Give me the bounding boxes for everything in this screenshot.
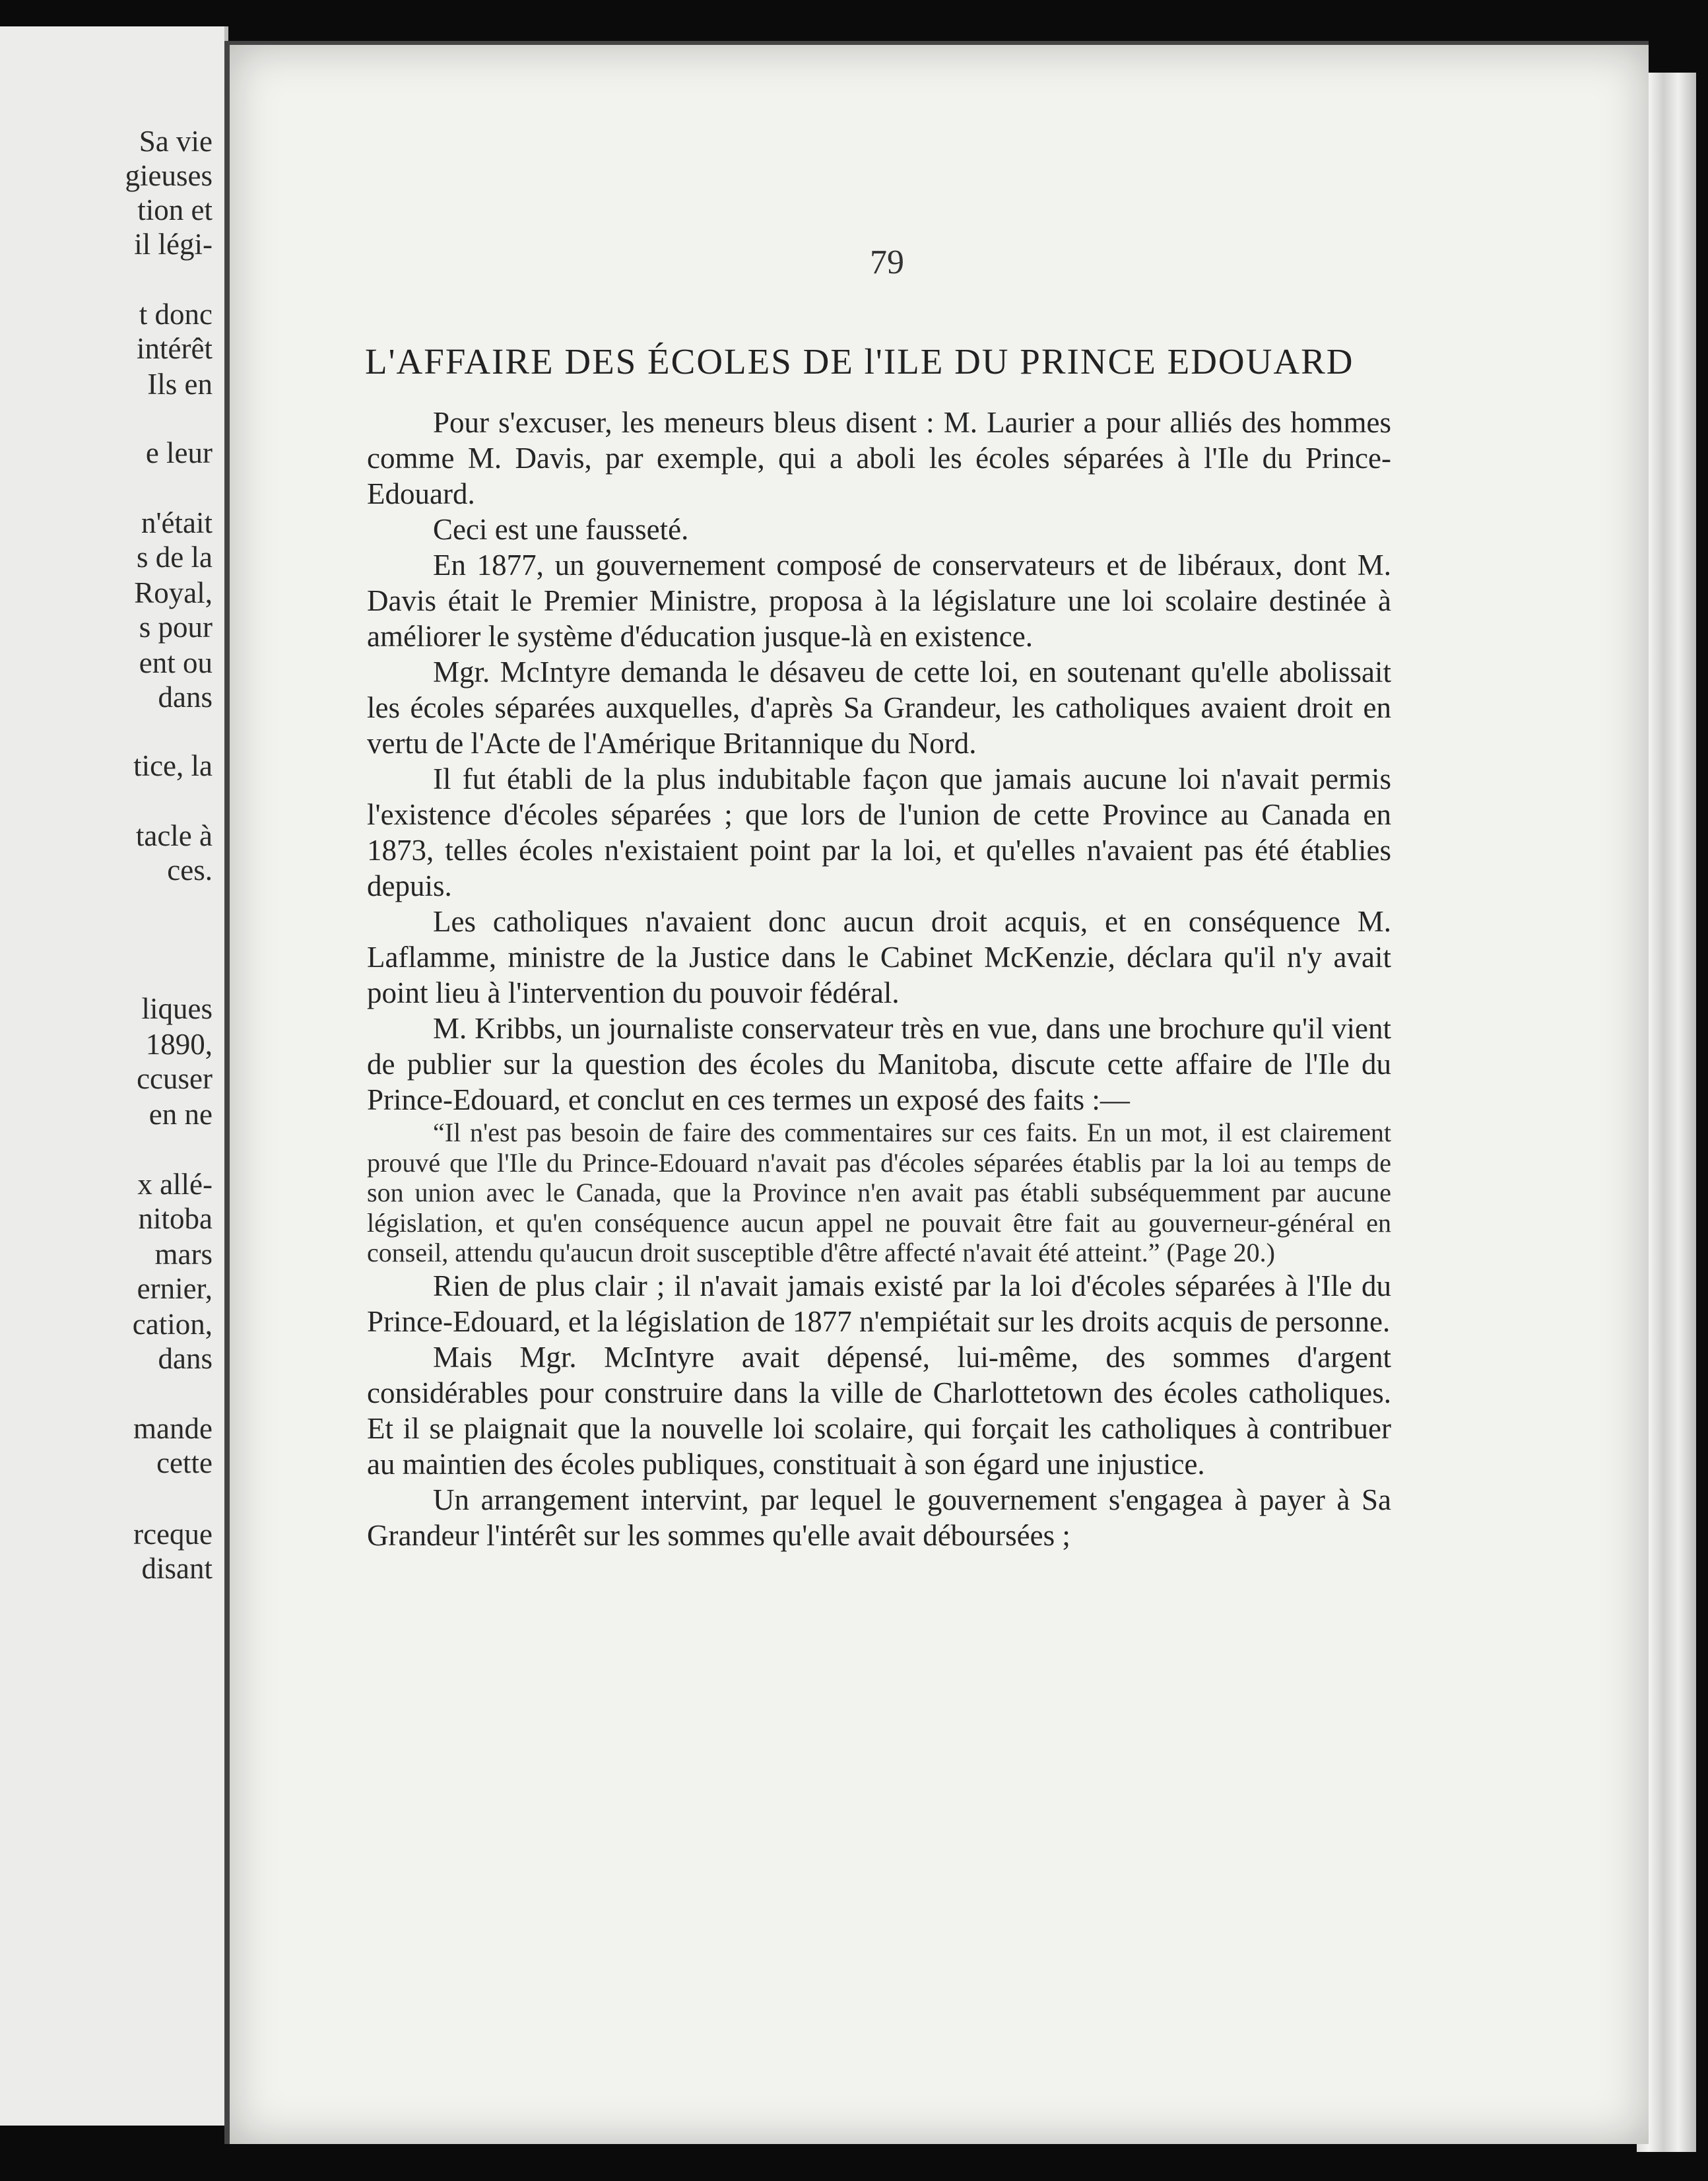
- left-page-line: mars: [154, 1238, 213, 1271]
- left-page-line: mande: [133, 1412, 213, 1445]
- left-page-line: intérêt: [137, 332, 213, 365]
- left-page-line: gieuses: [125, 159, 213, 192]
- left-page-line: tion et: [137, 193, 213, 226]
- left-page-line: 1890,: [145, 1028, 213, 1061]
- left-page-line: tacle à: [135, 819, 213, 852]
- left-page-line: s de la: [137, 541, 213, 574]
- paragraph: Ceci est une fausseté.: [433, 513, 689, 546]
- page-number: 79: [870, 244, 904, 281]
- left-page-line: Royal,: [134, 576, 213, 609]
- left-page-line: il légi-: [134, 228, 213, 261]
- left-page-line: Ils en: [147, 368, 213, 401]
- paragraph: En 1877, un gouvernement composé de conservateurs et de libéraux, dont M. Davis était le Premier Ministre, proposa à la législature une loi scolaire destinée à améliorer le système d'éducation jusque-là en existence.: [367, 549, 1391, 653]
- body-text: [367, 405, 1391, 1553]
- left-page-line: e leur: [145, 436, 213, 469]
- block-quote: “Il n'est pas besoin de faire des commentaires sur ces faits. En un mot, il est clairement prouvé que l'Ile du Prince-Edouard n'avait pas d'écoles séparées établis par la loi au temps de son union avec le Canada, que la Province n'en avait pas établi subséquemment par aucune législation, et qu'en conséquence aucun appel ne pouvait être fait au gouverneur-général en conseil, attendu qu'aucun droit susceptible d'être affecté n'avait été atteint.” (Page 20.): [367, 1118, 1391, 1267]
- left-page-line: s pour: [139, 611, 213, 644]
- paragraph: Un arrangement intervint, par lequel le gouvernement s'engagea à payer à Sa Grandeur l'intérêt sur les sommes qu'elle avait déboursées ;: [367, 1483, 1391, 1552]
- paragraph: Les catholiques n'avaient donc aucun droit acquis, et en conséquence M. Laflamme, ministre de la Justice dans le Cabinet McKenzie, déclara qu'il n'y avait point lieu à l'intervention du pouvoir fédéral.: [367, 905, 1391, 1009]
- paragraph: Rien de plus clair ; il n'avait jamais existé par la loi d'écoles séparées à l'Ile du Prince-Edouard, et la législation de 1877 n'empiétait sur les droits acquis de personne.: [367, 1269, 1391, 1338]
- right-page: [224, 41, 1649, 2144]
- left-page-line: disant: [141, 1552, 213, 1585]
- left-page-line: dans: [158, 1342, 213, 1375]
- left-page-line: liques: [141, 992, 213, 1025]
- left-page-line: n'était: [141, 506, 213, 539]
- left-page-line: ces.: [167, 854, 213, 887]
- left-page-line: x allé-: [137, 1168, 213, 1201]
- left-page-line: Sa vie: [139, 125, 213, 158]
- left-page-line: ernier,: [137, 1272, 213, 1305]
- page-heading: L'AFFAIRE DES ÉCOLES DE l'ILE DU PRINCE EDOUARD: [365, 341, 1354, 382]
- left-page-line: cette: [156, 1446, 213, 1479]
- paragraph: Pour s'excuser, les meneurs bleus disent : M. Laurier a pour alliés des hommes comme M. Davis, par exemple, qui a aboli les écoles séparées à l'Ile du Prince-Edouard.: [367, 406, 1391, 510]
- left-page-line: ccuser: [137, 1062, 213, 1095]
- left-page-line: rceque: [133, 1518, 213, 1551]
- paragraph: Mgr. McIntyre demanda le désaveu de cette loi, en soutenant qu'elle abolissait les écoles séparées auxquelles, d'après Sa Grandeur, les catholiques avaient droit en vertu de l'Acte de l'Amérique Britannique du Nord.: [367, 655, 1391, 760]
- paragraph: Il fut établi de la plus indubitable façon que jamais aucune loi n'avait permis l'existence d'écoles séparées ; que lors de l'union de cette Province au Canada en 1873, telles écoles n'existaient point par la loi, et qu'elles n'avaient pas été établies depuis.: [367, 762, 1391, 902]
- left-page-line: dans: [158, 681, 213, 714]
- left-page-line: t donc: [139, 298, 213, 331]
- paragraph: Mais Mgr. McIntyre avait dépensé, lui-même, des sommes d'argent considérables pour construire dans la ville de Charlottetown des écoles catholiques. Et il se plaignait que la nouvelle loi scolaire, qui forçait les catholiques à contribuer au maintien des écoles publiques, constituait à son égard une injustice.: [367, 1340, 1391, 1481]
- left-page-line: cation,: [132, 1308, 213, 1341]
- left-page-line: ent ou: [139, 646, 213, 679]
- left-page-fragment: [0, 26, 228, 2126]
- left-page-line: tice, la: [133, 749, 213, 782]
- left-page-line: en ne: [148, 1098, 213, 1131]
- paragraph: M. Kribbs, un journaliste conservateur très en vue, dans une brochure qu'il vient de publier sur la question des écoles du Manitoba, discute cette affaire de l'Ile du Prince-Edouard, et conclut en ces termes un exposé des faits :—: [367, 1012, 1391, 1116]
- left-page-line: nitoba: [138, 1202, 213, 1235]
